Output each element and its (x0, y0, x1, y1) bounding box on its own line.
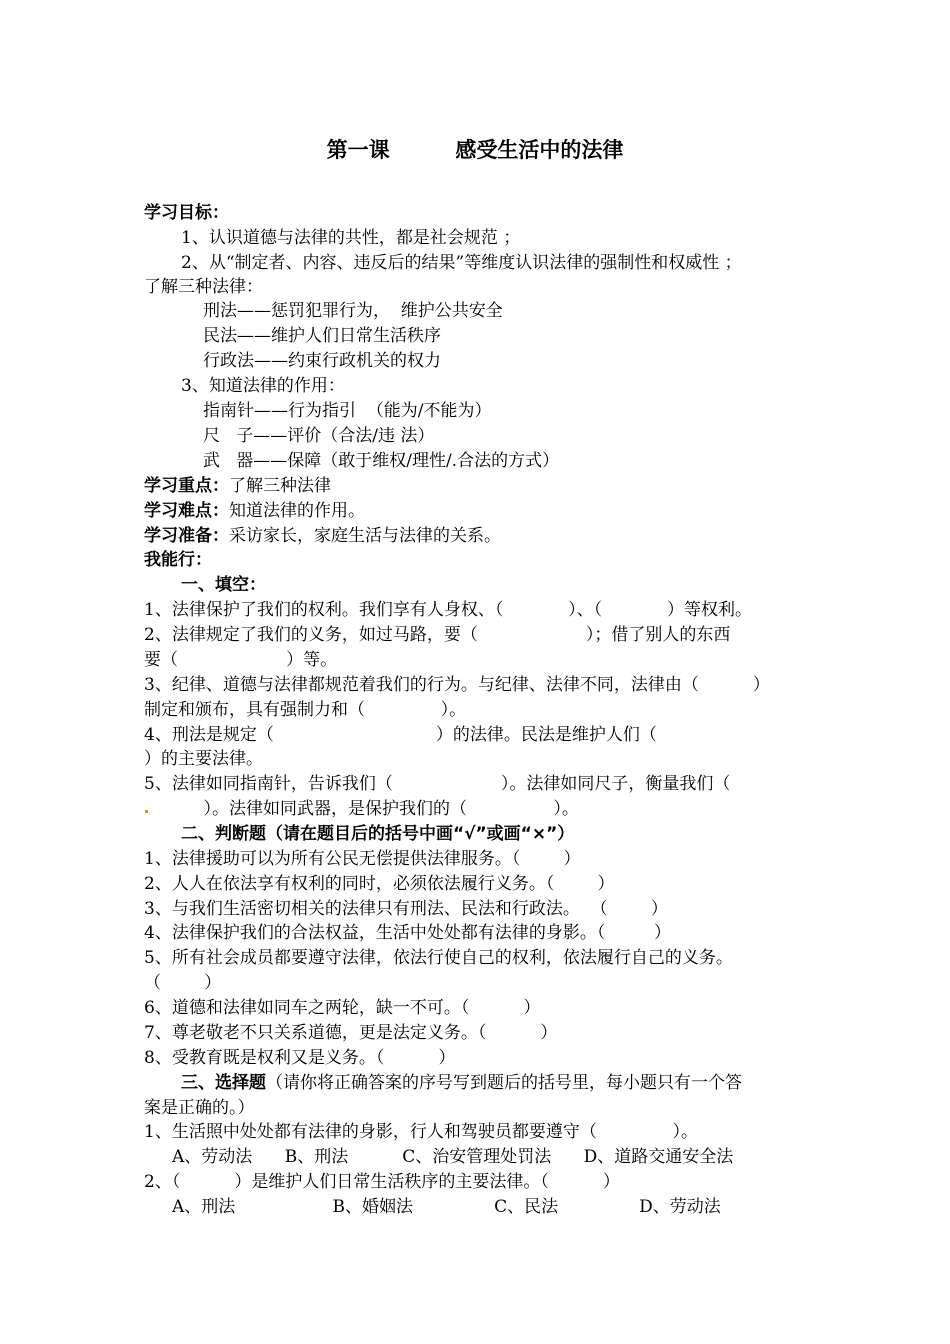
choice-q1: 1、生活照中处处都有法律的身影，行人和驾驶员都要遵守（ ）。 (144, 1122, 698, 1142)
difficulty-text: 知道法律的作用。 (229, 501, 365, 521)
fill-heading: 一、填空： (181, 575, 266, 595)
fill-line-5: 制定和颁布，具有强制力和（ ）。 (144, 700, 467, 720)
fill-line-8: 5、法律如同指南针，告诉我们（ ）。法律如同尺子，衡量我们（ (144, 774, 731, 794)
judge-q5: 5、所有社会成员都要遵守法律，依法行使自己的权利，依法履行自己的义务。 (144, 948, 733, 968)
role-ruler: 尺 子——评价（合法/违 法） (203, 426, 435, 446)
prep-line (144, 524, 501, 548)
judge-q8: 8、受教育既是权利又是义务。（ ） (144, 1048, 456, 1068)
choice-q2-options: A、刑法 B、婚姻法 C、民法 D、劳动法 (172, 1197, 721, 1217)
difficulty-label: 学习难点： (144, 501, 229, 521)
objective-2-cont: 了解三种法律： (144, 277, 263, 297)
judge-q6: 6、道德和法律如同车之两轮，缺一不可。（ ） (144, 998, 541, 1018)
objective-3: 3、知道法律的作用： (181, 376, 345, 396)
fill-line-4: 3、纪律、道德与法律都规范着我们的行为。与纪律、法律不同，法律由（ ） (144, 675, 770, 695)
fill-line-3: 要（ ）等。 (144, 650, 338, 670)
fill-line-9: ）。法律如同武器，是保护我们的（ ）。 (144, 799, 579, 819)
law-administrative: 行政法——约束行政机关的权力 (203, 351, 441, 371)
focus-text: 了解三种法律 (229, 476, 331, 496)
judge-q7: 7、尊老敬老不只关系道德，更是法定义务。（ ） (144, 1023, 558, 1043)
objectives-heading: 学习目标： (144, 203, 229, 223)
focus-line (144, 474, 331, 498)
objective-2: 2、从“制定者、内容、违反后的结果”等维度认识法律的强制性和权威性 ； (181, 253, 742, 273)
judge-heading: 二、判断题（请在题目后的括号中画“√”或画“×”） (181, 824, 575, 844)
judge-q4: 4、法律保护我们的合法权益，生活中处处都有法律的身影。（ ） (144, 923, 671, 943)
law-civil: 民法——维护人们日常生活秩序 (203, 326, 441, 346)
objective-1: 1、认识道德与法律的共性，都是社会规范 ； (181, 228, 521, 248)
fill-line-1: 1、法律保护了我们的权利。我们享有人身权、（ ）、（ ）等权利。 (144, 600, 753, 620)
judge-q5-bracket: （ ） (144, 973, 222, 993)
prep-text: 采访家长，家庭生活与法律的关系。 (229, 526, 501, 546)
role-compass: 指南针——行为指引 （能为/不能为） (203, 401, 492, 421)
page-title: 第一课 感受生活中的法律 (326, 138, 624, 162)
choice-instruction-cont: 案是正确的。） (144, 1098, 255, 1118)
difficulty-line (144, 499, 365, 523)
choice-heading-line (181, 1071, 742, 1095)
ican-heading: 我能行： (144, 550, 212, 570)
fill-line-6: 4、刑法是规定（ ）的法律。民法是维护人们（ (144, 725, 657, 745)
role-weapon: 武 器——保障（敢于维权/理性/.合法的方式） (203, 451, 560, 471)
fill-line-7: ）的主要法律。 (144, 749, 263, 769)
law-criminal: 刑法——惩罚犯罪行为， 维护公共安全 (203, 301, 503, 321)
choice-q2: 2、（ ）是维护人们日常生活秩序的主要法律。（ ） (144, 1172, 620, 1192)
choice-heading: 三、选择题 (181, 1073, 266, 1093)
prep-label: 学习准备： (144, 526, 229, 546)
judge-q1: 1、法律援助可以为所有公民无偿提供法律服务。（ ） (144, 849, 581, 869)
judge-q3: 3、与我们生活密切相关的法律只有刑法、民法和行政法。 （ ） (144, 899, 668, 919)
choice-instruction: （请你将正确答案的序号写到题后的括号里，每小题只有一个答 (266, 1073, 742, 1093)
fill-line-2: 2、法律规定了我们的义务，如过马路，要（ ）；借了别人的东西 (144, 625, 731, 645)
judge-q2: 2、人人在依法享有权利的同时，必须依法履行义务。（ ） (144, 874, 615, 894)
focus-label: 学习重点： (144, 476, 229, 496)
choice-q1-options: A、劳动法 B、刑法 C、治安管理处罚法 D、道路交通安全法 (172, 1147, 734, 1167)
